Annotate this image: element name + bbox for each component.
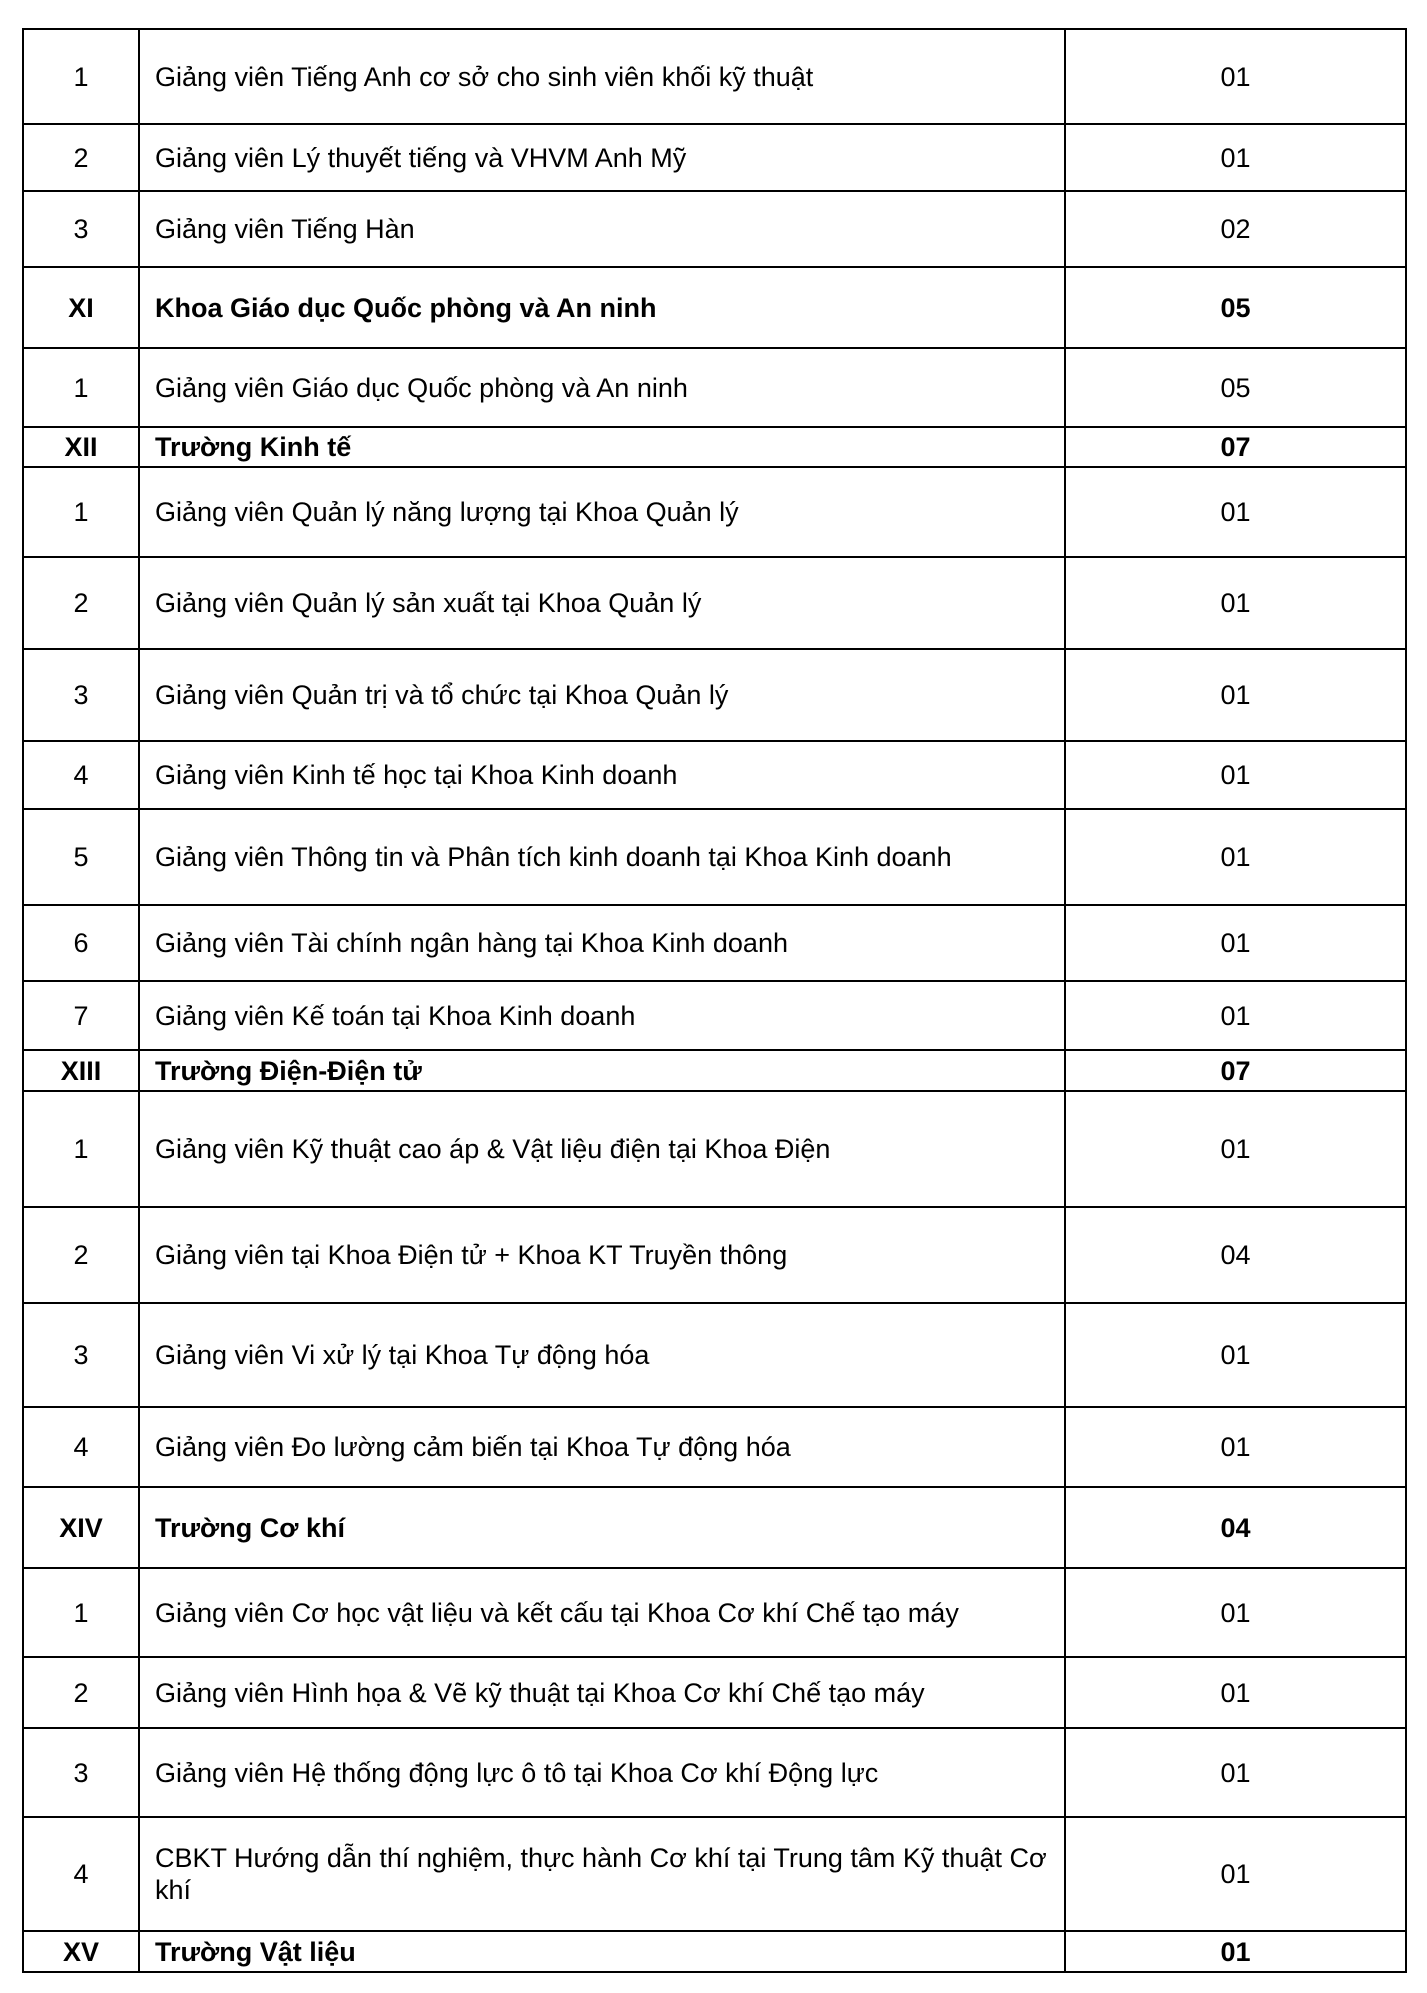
position-title: Giảng viên Đo lường cảm biến tại Khoa Tự động hóa [139, 1407, 1065, 1487]
position-count: 04 [1065, 1487, 1406, 1568]
position-title: Giảng viên Quản trị và tổ chức tại Khoa Quản lý [139, 649, 1065, 741]
section-row [23, 1931, 1406, 1972]
table-row [23, 124, 1406, 191]
row-number: 1 [23, 29, 139, 124]
row-number: XV [23, 1931, 139, 1972]
table-row [23, 191, 1406, 267]
position-title: Giảng viên Kế toán tại Khoa Kinh doanh [139, 981, 1065, 1050]
row-number: 2 [23, 1207, 139, 1303]
position-count: 01 [1065, 1568, 1406, 1657]
position-count: 01 [1065, 905, 1406, 981]
row-number: 1 [23, 1568, 139, 1657]
position-count: 01 [1065, 649, 1406, 741]
position-count: 01 [1065, 1657, 1406, 1728]
position-title: Giảng viên Kỹ thuật cao áp & Vật liệu điện tại Khoa Điện [139, 1091, 1065, 1207]
position-count: 01 [1065, 557, 1406, 649]
position-title: Trường Điện-Điện tử [139, 1050, 1065, 1091]
row-number: 7 [23, 981, 139, 1050]
table-row [23, 1091, 1406, 1207]
position-count: 02 [1065, 191, 1406, 267]
row-number: XII [23, 427, 139, 467]
position-count: 05 [1065, 348, 1406, 427]
position-title: Giảng viên Quản lý năng lượng tại Khoa Quản lý [139, 467, 1065, 557]
position-title: Giảng viên Vi xử lý tại Khoa Tự động hóa [139, 1303, 1065, 1407]
position-count: 01 [1065, 1817, 1406, 1931]
row-number: 3 [23, 1728, 139, 1817]
row-number: 4 [23, 1817, 139, 1931]
position-title: Giảng viên Lý thuyết tiếng và VHVM Anh Mỹ [139, 124, 1065, 191]
row-number: 3 [23, 1303, 139, 1407]
section-row [23, 1050, 1406, 1091]
row-number: 3 [23, 191, 139, 267]
row-number: 1 [23, 348, 139, 427]
table-row [23, 741, 1406, 809]
positions-table [22, 28, 1407, 1973]
position-title: Giảng viên Tiếng Hàn [139, 191, 1065, 267]
table-row [23, 905, 1406, 981]
position-title: Giảng viên Giáo dục Quốc phòng và An ninh [139, 348, 1065, 427]
table-row [23, 348, 1406, 427]
table-row [23, 649, 1406, 741]
position-title: Giảng viên Kinh tế học tại Khoa Kinh doanh [139, 741, 1065, 809]
position-title: Giảng viên Tài chính ngân hàng tại Khoa Kinh doanh [139, 905, 1065, 981]
position-title: Trường Kinh tế [139, 427, 1065, 467]
position-count: 05 [1065, 267, 1406, 348]
position-title: Khoa Giáo dục Quốc phòng và An ninh [139, 267, 1065, 348]
position-title: Giảng viên Hệ thống động lực ô tô tại Khoa Cơ khí Động lực [139, 1728, 1065, 1817]
table-row [23, 1207, 1406, 1303]
position-count: 01 [1065, 1728, 1406, 1817]
position-title: Giảng viên Quản lý sản xuất tại Khoa Quản lý [139, 557, 1065, 649]
position-count: 01 [1065, 981, 1406, 1050]
table-row [23, 809, 1406, 905]
position-title: Giảng viên Tiếng Anh cơ sở cho sinh viên khối kỹ thuật [139, 29, 1065, 124]
table-row [23, 1407, 1406, 1487]
table-row [23, 981, 1406, 1050]
positions-table-body [23, 29, 1406, 1972]
position-title: Giảng viên tại Khoa Điện tử + Khoa KT Truyền thông [139, 1207, 1065, 1303]
position-count: 07 [1065, 1050, 1406, 1091]
row-number: 1 [23, 467, 139, 557]
position-count: 01 [1065, 467, 1406, 557]
position-count: 01 [1065, 124, 1406, 191]
row-number: 1 [23, 1091, 139, 1207]
table-row [23, 557, 1406, 649]
row-number: XIV [23, 1487, 139, 1568]
position-count: 01 [1065, 1407, 1406, 1487]
position-title: Trường Cơ khí [139, 1487, 1065, 1568]
table-row [23, 1657, 1406, 1728]
row-number: 4 [23, 741, 139, 809]
row-number: 5 [23, 809, 139, 905]
row-number: 3 [23, 649, 139, 741]
row-number: 2 [23, 124, 139, 191]
table-row [23, 29, 1406, 124]
position-title: Giảng viên Hình họa & Vẽ kỹ thuật tại Khoa Cơ khí Chế tạo máy [139, 1657, 1065, 1728]
position-count: 01 [1065, 1931, 1406, 1972]
position-count: 01 [1065, 29, 1406, 124]
position-count: 07 [1065, 427, 1406, 467]
table-row [23, 1568, 1406, 1657]
position-count: 01 [1065, 1091, 1406, 1207]
section-row [23, 427, 1406, 467]
row-number: 4 [23, 1407, 139, 1487]
section-row [23, 267, 1406, 348]
position-count: 01 [1065, 741, 1406, 809]
table-row [23, 467, 1406, 557]
position-count: 01 [1065, 809, 1406, 905]
table-row [23, 1303, 1406, 1407]
row-number: XI [23, 267, 139, 348]
position-title: Giảng viên Thông tin và Phân tích kinh doanh tại Khoa Kinh doanh [139, 809, 1065, 905]
position-count: 04 [1065, 1207, 1406, 1303]
row-number: 6 [23, 905, 139, 981]
table-row [23, 1728, 1406, 1817]
row-number: 2 [23, 557, 139, 649]
position-title: CBKT Hướng dẫn thí nghiệm, thực hành Cơ khí tại Trung tâm Kỹ thuật Cơ khí [139, 1817, 1065, 1931]
position-title: Trường Vật liệu [139, 1931, 1065, 1972]
section-row [23, 1487, 1406, 1568]
position-title: Giảng viên Cơ học vật liệu và kết cấu tại Khoa Cơ khí Chế tạo máy [139, 1568, 1065, 1657]
row-number: XIII [23, 1050, 139, 1091]
position-count: 01 [1065, 1303, 1406, 1407]
table-row [23, 1817, 1406, 1931]
row-number: 2 [23, 1657, 139, 1728]
